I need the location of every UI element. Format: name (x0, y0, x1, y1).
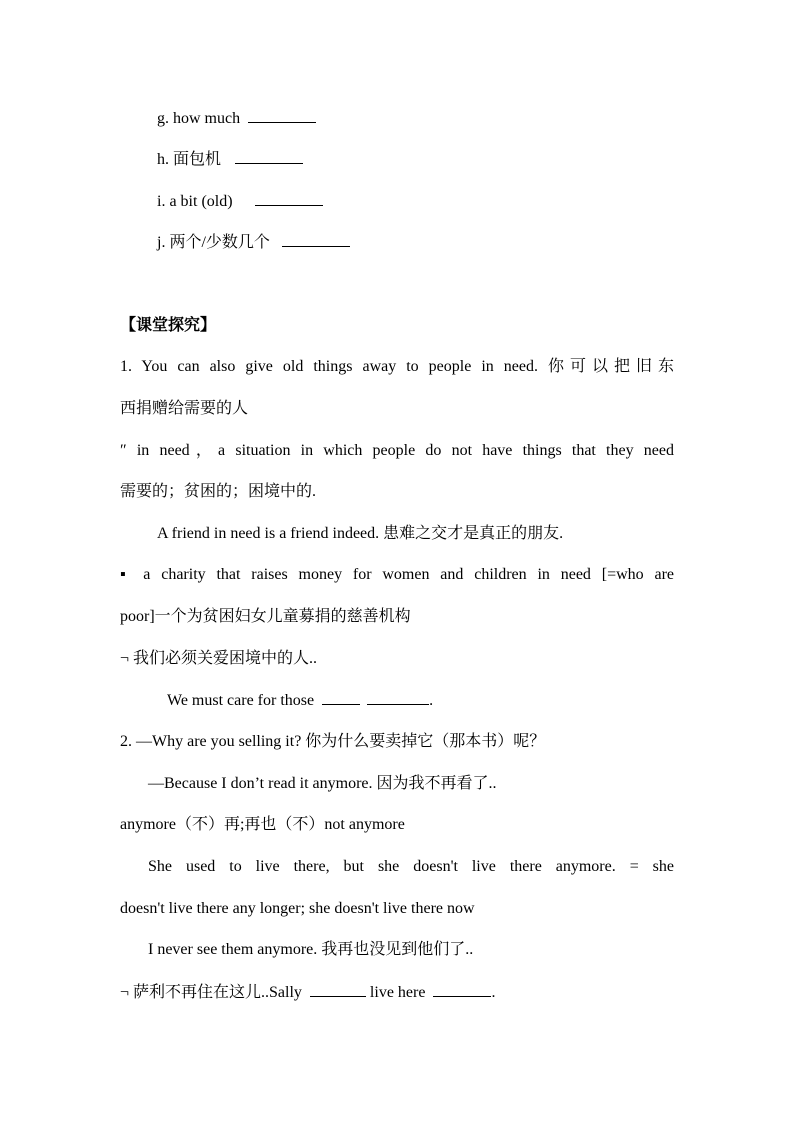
vocab-item-i (157, 190, 323, 213)
exercise-text: ¬ 萨利不再住在这儿..Sally (120, 984, 302, 1001)
item1-example2: ▪ a charity that raises money for women and children in need [=who are (120, 566, 674, 583)
vocab-label: i. a bit (old) (157, 193, 233, 210)
item1-example: A friend in need is a friend indeed. 患难之交才是真正的朋友. (157, 525, 564, 542)
item1-example2-cont: poor]一个为贫困妇女儿童募捐的慈善机构 (120, 608, 411, 625)
item2-definition: anymore（不）再;再也（不）not anymore (120, 816, 405, 833)
vocab-item-h (157, 148, 303, 171)
exercise-text: We must care for those (167, 692, 315, 709)
item1-exercise: ¬ 我们必须关爱困境中的人.. (120, 650, 318, 667)
exercise-period: . (429, 692, 434, 709)
exercise-text-mid: live here (369, 984, 426, 1001)
item2-exercise (120, 981, 495, 1004)
item1-sentence-cont: 西捐赠给需要的人 (120, 400, 249, 417)
item1-exercise-line (167, 689, 433, 712)
item1-definition-cont: 需要的；贫困的；困境中的. (120, 483, 317, 500)
vocab-item-g (157, 107, 316, 130)
answer-blank[interactable] (433, 981, 491, 997)
vocab-label: g. how much (157, 110, 241, 127)
answer-blank[interactable] (282, 231, 350, 247)
vocab-label: j. 两个/少数几个 (157, 234, 270, 251)
exercise-period: . (491, 984, 496, 1001)
item1-definition: ″ in need，a situation in which people do not have things that they need (120, 442, 674, 459)
answer-blank[interactable] (367, 689, 429, 705)
item2-example2: I never see them anymore. 我再也没见到他们了.. (148, 941, 474, 958)
section-title: 【课堂探究】 (120, 317, 217, 334)
answer-blank[interactable] (255, 190, 323, 206)
vocab-item-j (157, 231, 350, 254)
answer-blank[interactable] (322, 689, 360, 705)
answer-blank[interactable] (310, 981, 366, 997)
item2-example1: She used to live there, but she doesn't live there anymore. = she (148, 858, 674, 875)
item2-example1-cont: doesn't live there any longer; she doesn't live there now (120, 900, 475, 917)
answer-blank[interactable] (235, 148, 303, 164)
answer-blank[interactable] (248, 107, 316, 123)
vocab-label: h. 面包机 (157, 151, 222, 168)
item2-answer: —Because I don’t read it anymore. 因为我不再看了.. (148, 775, 497, 792)
item1-sentence: 1. You can also give old things away to people in need. 你可以把旧东 (120, 358, 674, 375)
item2-question: 2. —Why are you selling it? 你为什么要卖掉它（那本书）呢？ (120, 733, 546, 750)
